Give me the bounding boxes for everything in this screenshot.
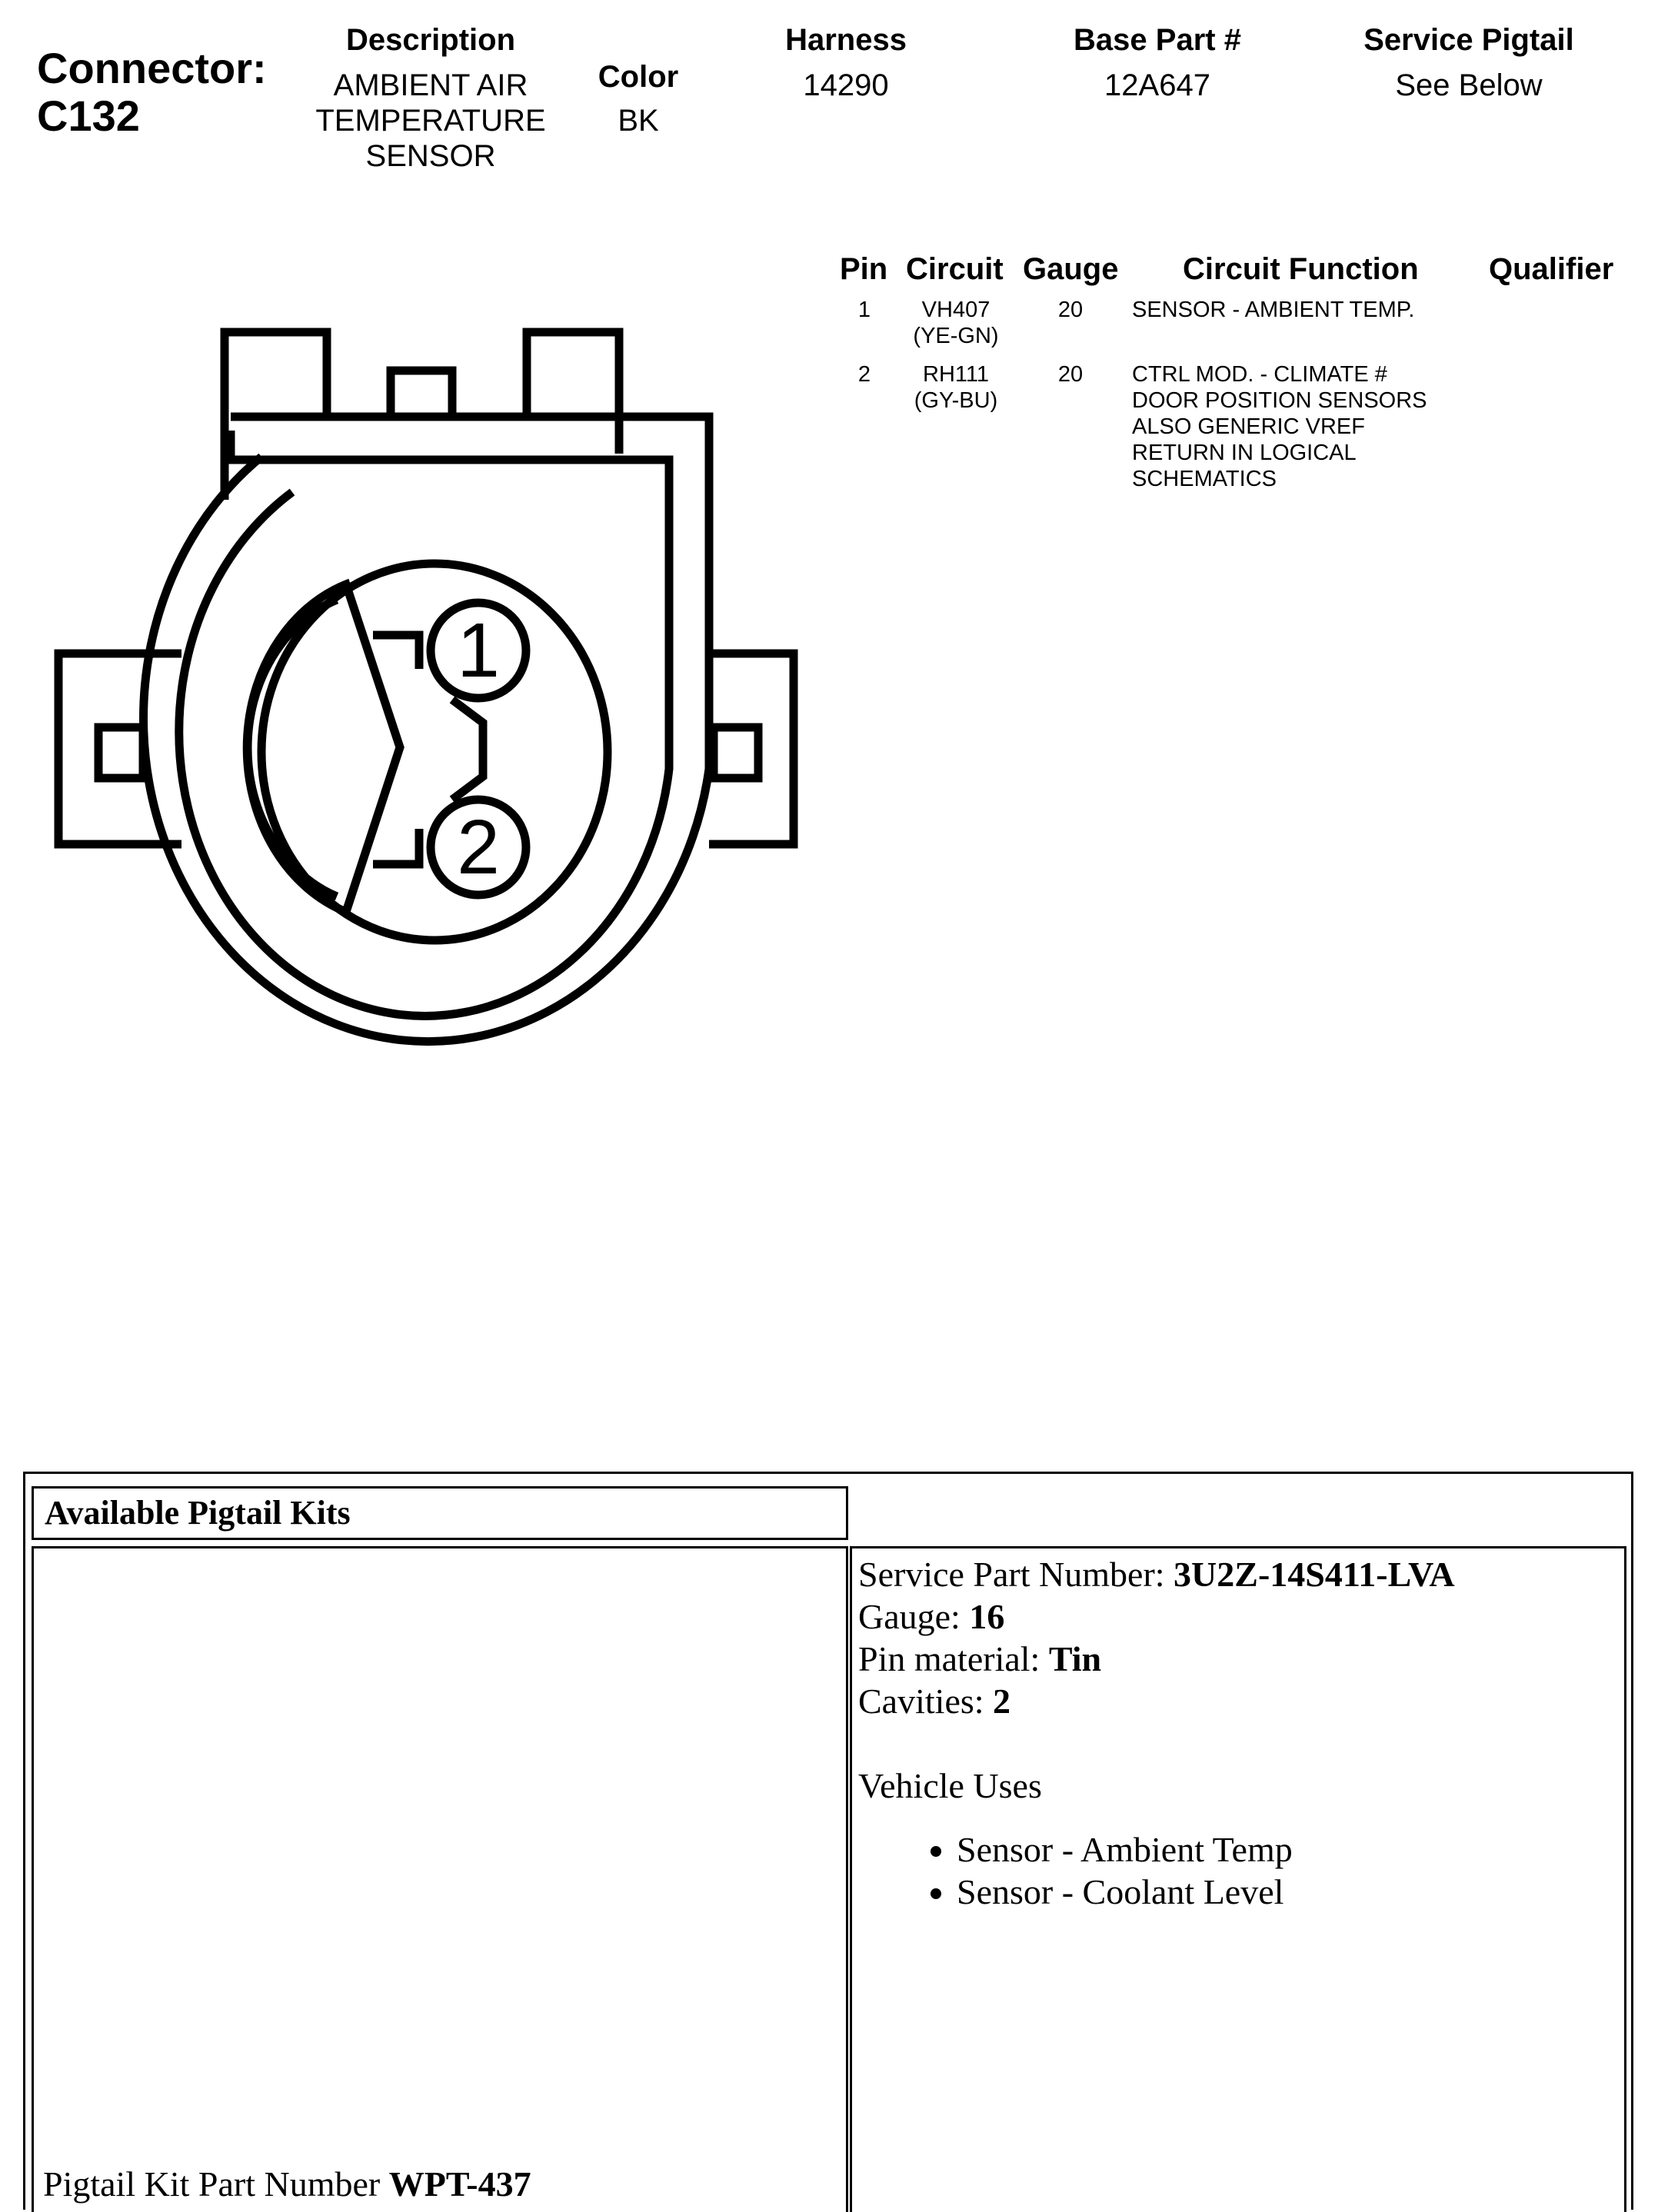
description-line: SENSOR bbox=[365, 139, 496, 173]
circuit-code: VH407 bbox=[921, 298, 990, 322]
pin-bridge bbox=[452, 700, 483, 800]
pin-number: 1 bbox=[857, 298, 871, 322]
housing-left-step bbox=[231, 431, 292, 460]
service-pigtail-value: See Below bbox=[1395, 68, 1543, 102]
circuit-function: CTRL MOD. - CLIMATE # DOOR POSITION SENSORS ALSO GENERIC VREF RETURN IN LOGICAL SCHEMATICS bbox=[1132, 362, 1427, 491]
mounting-ear-right-slot bbox=[714, 727, 758, 778]
cavities-spec: Cavities: 2 bbox=[858, 1681, 1011, 1721]
vehicle-uses-list bbox=[858, 1828, 1455, 1913]
mounting-ear-right bbox=[709, 654, 794, 844]
circuit-gauge: 20 bbox=[1057, 362, 1084, 387]
pin-material-spec: Pin material: Tin bbox=[858, 1639, 1102, 1678]
description-line: AMBIENT AIR bbox=[333, 68, 528, 102]
description-line: TEMPERATURE bbox=[315, 104, 546, 138]
pin-1-lead bbox=[373, 635, 419, 669]
pigtail-image-cell bbox=[32, 1546, 848, 2212]
connector-body-outer bbox=[144, 457, 709, 1042]
circuit-color: (GY-BU) bbox=[914, 388, 998, 413]
service-part-number: Service Part Number: 3U2Z-14S411-LVA bbox=[858, 1555, 1455, 1594]
kit-part-label: Pigtail Kit Part Number bbox=[43, 2164, 389, 2204]
circuit-gauge: 20 bbox=[1057, 298, 1084, 322]
pin-1-label: 1 bbox=[457, 607, 500, 694]
description-value bbox=[292, 68, 569, 174]
service-pigtail-header: Service Pigtail bbox=[1363, 23, 1574, 57]
pin-2-label: 2 bbox=[457, 804, 500, 890]
pin-column-header: Pin bbox=[840, 252, 888, 286]
connector-face-diagram bbox=[46, 308, 807, 1099]
circuit-color: (YE-GN) bbox=[913, 324, 999, 348]
qualifier-column-header: Qualifier bbox=[1489, 252, 1614, 286]
pin-2-lead bbox=[373, 829, 419, 864]
base-part-value: 12A647 bbox=[1104, 68, 1210, 102]
base-part-header: Base Part # bbox=[1074, 23, 1241, 57]
kit-part-number bbox=[43, 2164, 531, 2204]
vehicle-uses-heading: Vehicle Uses bbox=[858, 1766, 1042, 1805]
mounting-ear-left bbox=[58, 654, 181, 844]
latch-tab-right bbox=[527, 332, 619, 454]
circuit-column-header: Circuit bbox=[906, 252, 1004, 286]
latch-tab-center bbox=[391, 371, 452, 417]
function-column-header: Circuit Function bbox=[1183, 252, 1419, 286]
pin-number: 2 bbox=[857, 362, 871, 387]
circuit-function: SENSOR - AMBIENT TEMP. bbox=[1132, 298, 1415, 322]
description-header: Description bbox=[345, 23, 516, 57]
circuit-code: RH111 bbox=[923, 362, 989, 387]
connector-title bbox=[37, 45, 267, 140]
pigtail-heading-cell bbox=[32, 1486, 848, 1540]
gauge-spec: Gauge: 16 bbox=[858, 1597, 1005, 1636]
pigtail-heading: Available Pigtail Kits bbox=[45, 1494, 351, 1532]
mounting-ear-left-slot bbox=[98, 727, 143, 778]
pigtail-details bbox=[858, 1553, 1455, 1913]
harness-value: 14290 bbox=[803, 68, 889, 102]
list-item: • Sensor - Ambient Temp bbox=[957, 1828, 1455, 1871]
color-value: BK bbox=[618, 104, 659, 138]
harness-header: Harness bbox=[785, 23, 907, 57]
pigtail-kits-panel bbox=[23, 1472, 1633, 2210]
pigtail-details-cell bbox=[850, 1546, 1626, 2212]
gauge-column-header: Gauge bbox=[1023, 252, 1119, 286]
connector-id: C132 bbox=[37, 91, 140, 140]
color-header: Color bbox=[598, 60, 679, 94]
list-item: • Sensor - Coolant Level bbox=[957, 1871, 1455, 1913]
connector-label: Connector: bbox=[37, 44, 267, 92]
kit-part-value: WPT-437 bbox=[388, 2164, 531, 2204]
